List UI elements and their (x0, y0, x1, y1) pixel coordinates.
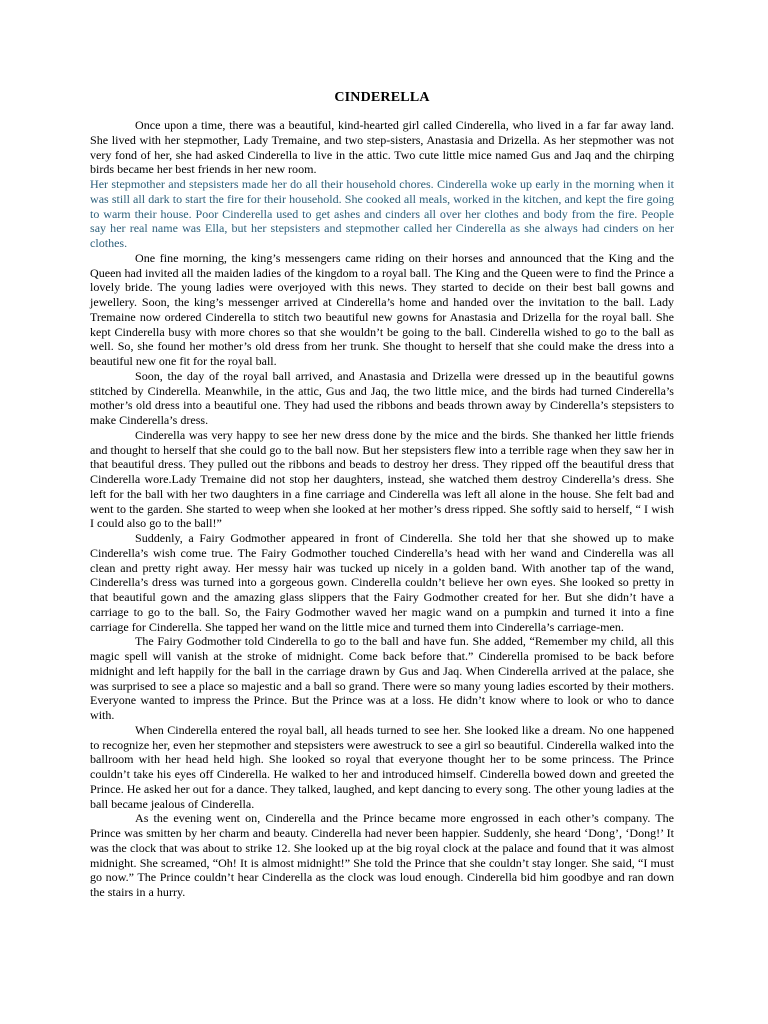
paragraph-9: As the evening went on, Cinderella and the Prince became more engrossed in each other’s company. The Prince was smitten by her charm and beauty. Cinderella had never been happier. Suddenly, she heard ‘Dong’, ‘Dong!’ It was the clock that was about to strike 12. She looked up at the big royal clock at the palace and found that it was almost midnight. She screamed, “Oh! It is almost midnight!” She told the Prince that she couldn’t stay longer. She said, “I must go now.” The Prince couldn’t hear Cinderella as the clock was loud enough. Cinderella bid him goodbye and ran down the stairs in a hurry. (90, 811, 674, 899)
paragraph-4: Soon, the day of the royal ball arrived, and Anastasia and Drizella were dressed up in the beautiful gowns stitched by Cinderella. Meanwhile, in the attic, Gus and Jaq, the two little mice, and the birds had turned Cinderella’s mother’s old dress into a beautiful one. They had used the ribbons and beads thrown away by Cinderella’s stepsisters to make Cinderella’s dress. (90, 368, 674, 427)
paragraph-2: Her stepmother and stepsisters made her do all their household chores. Cinderella woke up early in the morning when it was still all dark to start the fire for their household. She cooked all meals, worked in the kitchen, and kept the fire going to warm their house. Poor Cinderella used to get ashes and cinders all over her clothes and body from the fire. People say her real name was Ella, but her stepsisters and stepmother called her Cinderella as she always had cinders on her clothes. (90, 177, 674, 250)
paragraph-7: The Fairy Godmother told Cinderella to go to the ball and have fun. She added, “Remember my child, all this magic spell will vanish at the stroke of midnight. Come back before that.” Cinderella promised to be back before midnight and left happily for the ball in the carriage drawn by Gus and Jaq. When Cinderella arrived at the palace, she was surprised to see a place so majestic and a ball so grand. There were so many young ladies escorted by their mothers. Everyone wanted to impress the Prince. But the Prince was at a loss. He didn’t know where to look or who to dance with. (90, 634, 674, 722)
document-page (90, 90, 674, 900)
paragraph-5: Cinderella was very happy to see her new dress done by the mice and the birds. She thanked her little friends and thought to herself that she could go to the ball now. But her stepsisters flew into a terrible rage when they saw her in that beautiful dress. They pulled out the ribbons and beads to destroy her dress. They ripped off the beautiful dress that Cinderella wore.Lady Tremaine did not stop her daughters, instead, she watched them destroy Cinderella’s dress. She left for the ball with her two daughters in a fine carriage and Cinderella was left all alone in the house. She felt bad and went to the garden. She started to weep when she looked at her mother’s dress ripped. She softly said to herself, “ I wish I could also go to the ball!” (90, 427, 674, 531)
paragraph-8: When Cinderella entered the royal ball, all heads turned to see her. She looked like a dream. No one happened to recognize her, even her stepmother and stepsisters were awestruck to see a girl so beautiful. Cinderella walked into the ballroom with her head held high. She looked so royal that everyone thought her to be some princess. The Prince couldn’t take his eyes off Cinderella. He walked to her and introduced himself. Cinderella bowed down and greeted the Prince. He asked her out for a dance. They talked, laughed, and kept dancing to every song. The other young ladies at the ball became jealous of Cinderella. (90, 722, 674, 811)
page-title: CINDERELLA (334, 90, 430, 105)
paragraph-1: Once upon a time, there was a beautiful, kind-hearted girl called Cinderella, who lived in a far far away land. She lived with her stepmother, Lady Tremaine, and two step-sisters, Anastasia and Drizella. As her stepmother was not very fond of her, she had asked Cinderella to live in the attic. Two cute little mice named Gus and Jaq and the chirping birds became her best friends in her new room. (90, 118, 674, 177)
paragraph-3: One fine morning, the king’s messengers came riding on their horses and announced that the King and the Queen had invited all the maiden ladies of the kingdom to a royal ball. The King and the Queen were to find the Prince a lovely bride. The young ladies were overjoyed with this news. They started to decide on their best ball gowns and jewellery. Soon, the king’s messenger arrived at Cinderella’s home and handed over the invitation to the ball. Lady Tremaine now ordered Cinderella to stitch two beautiful new gowns for Anastasia and Drizella for the royal ball. She kept Cinderella busy with more chores so that she wouldn’t be going to the ball. Cinderella wished to go to the ball as well. So, she found her mother’s old dress from her trunk. She thought to herself that she could make the dress into a beautiful new one fit for the royal ball. (90, 250, 674, 368)
paragraph-6: Suddenly, a Fairy Godmother appeared in front of Cinderella. She told her that she showed up to make Cinderella’s wish come true. The Fairy Godmother touched Cinderella’s head with her wand and Cinderella was all clean and pretty right away. Her messy hair was tucked up nicely in a golden band. With another tap of the wand, Cinderella’s dress was turned into a gorgeous gown. Cinderella couldn’t believe her own eyes. She looked so pretty in that beautiful gown and the amazing glass slippers that the Fairy Godmother created for her. But she didn’t have a carriage to go to the ball. So, the Fairy Godmother waved her magic wand on a pumpkin and turned it into a fine carriage for Cinderella. She tapped her wand on the little mice and turned them into Cinderella’s carriage-men. (90, 531, 674, 634)
